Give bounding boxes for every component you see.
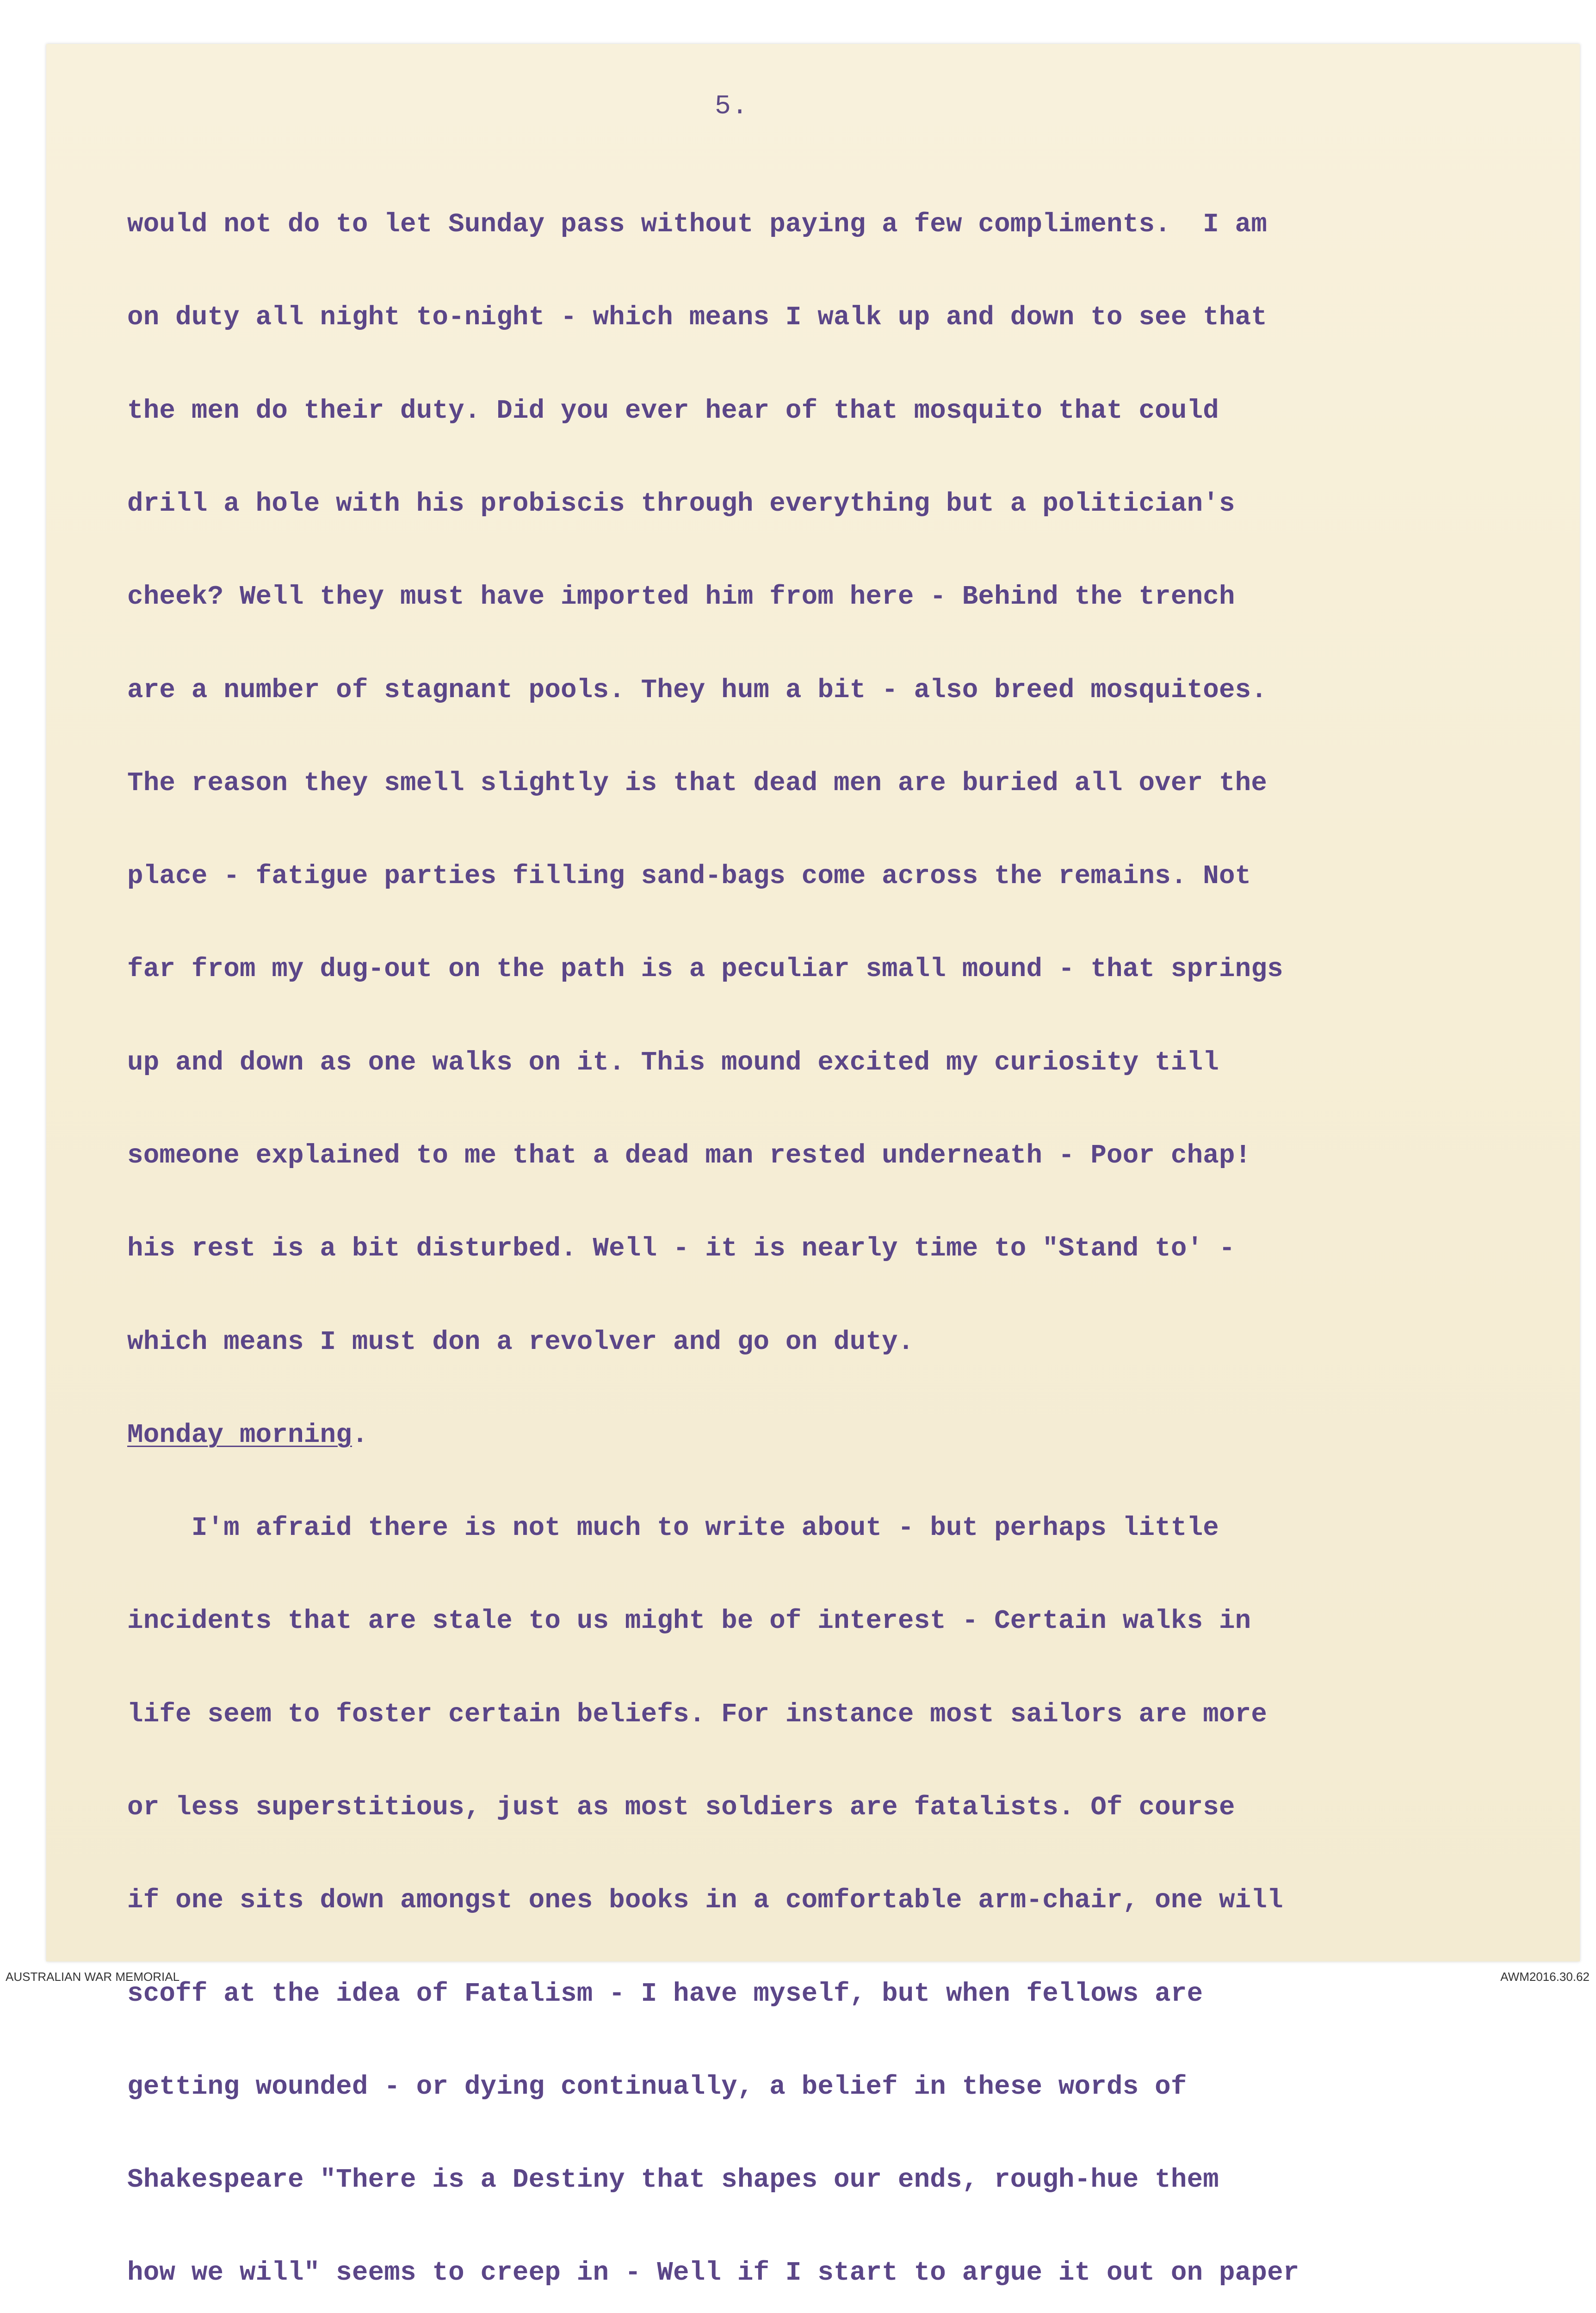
text-line: Shakespeare "There is a Destiny that shapes our ends, rough-hue them: [127, 2165, 1219, 2195]
text-line: life seem to foster certain beliefs. For instance most sailors are more: [127, 1699, 1268, 1730]
text-line: I'm afraid there is not much to write about - but perhaps little: [127, 1513, 1219, 1544]
text-line: scoff at the idea of Fatalism - I have myself, but when fellows are: [127, 1979, 1203, 2009]
text-line: someone explained to me that a dead man rested underneath - Poor chap!: [127, 1141, 1251, 1171]
text-line: if one sits down amongst ones books in a comfortable arm-chair, one will: [127, 1886, 1283, 1916]
text-line: on duty all night to-night - which means I walk up and down to see that: [127, 303, 1268, 333]
text-line: The reason they smell slightly is that dead men are buried all over the: [127, 768, 1268, 798]
text-line: place - fatigue parties filling sand-bags come across the remains. Not: [127, 861, 1251, 892]
text-line: getting wounded - or dying continually, a belief in these words of: [127, 2072, 1187, 2102]
archive-footer-left: AUSTRALIAN WAR MEMORIAL: [6, 1970, 180, 1984]
text-line: cheek? Well they must have imported him from here - Behind the trench: [127, 582, 1235, 612]
text-line: incidents that are stale to us might be of interest - Certain walks in: [127, 1606, 1251, 1637]
text-line: how we will" seems to creep in - Well if I start to argue it out on paper: [127, 2258, 1299, 2288]
text-line: the men do their duty. Did you ever hear of that mosquito that could: [127, 396, 1219, 426]
archive-footer-right: AWM2016.30.62: [1500, 1970, 1590, 1984]
typed-letter-body: [127, 147, 1515, 2313]
section-heading-monday: Monday morning.: [127, 1420, 368, 1450]
text-line: drill a hole with his probiscis through everything but a politician's: [127, 489, 1235, 519]
text-line: or less superstitious, just as most soldiers are fatalists. Of course: [127, 1792, 1235, 1823]
text-line: his rest is a bit disturbed. Well - it is nearly time to "Stand to' -: [127, 1234, 1235, 1264]
text-line: which means I must don a revolver and go on duty.: [127, 1327, 914, 1357]
text-line: would not do to let Sunday pass without paying a few compliments. I am: [127, 210, 1268, 240]
text-line: up and down as one walks on it. This mound excited my curiosity till: [127, 1047, 1219, 1078]
heading-underline: Monday morning: [127, 1420, 352, 1450]
text-line: far from my dug-out on the path is a peculiar small mound - that springs: [127, 954, 1283, 985]
page-number: 5.: [715, 92, 749, 122]
text-line: are a number of stagnant pools. They hum a bit - also breed mosquitoes.: [127, 675, 1268, 705]
